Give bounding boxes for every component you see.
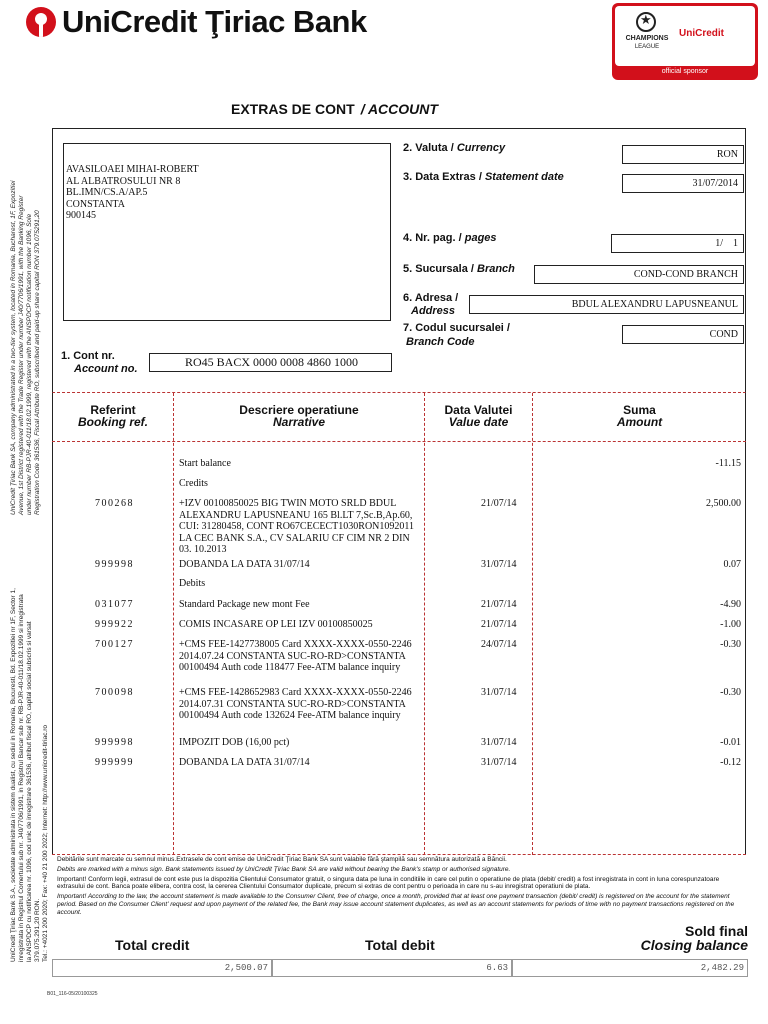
branch-value: COND-COND BRANCH [534,265,744,284]
row-desc: COMIS INCASARE OP LEI IZV 00100850025 [179,619,373,630]
label-ro: 7. Codul sucursalei / [403,322,510,334]
total-debit-label: Total debit [365,937,435,953]
row-date: 21/07/14 [481,498,517,509]
side-line: la ANSPDCP cu notificarea nr. 1096, cod unic de inregistrare 361536, atribut fiscal RO, capital social subscris si varsat [26,621,33,962]
currency-value: RON [622,145,744,164]
label-ro: 6. Adresa / [403,292,459,304]
row-desc: +IZV 00100850025 BIG TWIN MOTO SRLD BDUL ALEXANDRU LAPUSNEANU 165 Bl.LT 7,Sc.B,Ap.60, CUI: 31280458, CONT RO67CECECT1030RON1092011 LA CEC BANK S.A., CV SALARIU CF CIM NR 2 DIN 03. 10.2013 [179,498,415,555]
label-en: Statement date [484,171,564,183]
label-ro: 5. Sucursala / [403,263,474,275]
table-bottom-divider [52,854,746,855]
sponsor-line2: LEAGUE [634,44,660,50]
column-header-booking-ref [53,404,173,428]
row-ref: 031077 [95,599,134,610]
champions-league-sponsor-badge [612,3,758,80]
total-credit-label: Total credit [115,937,190,953]
account-number-label [61,350,138,376]
closing-balance-value: 2,482.29 [512,959,748,977]
title-en: / ACCOUNT [360,101,438,117]
account-number-value: RO45 BACX 0000 0008 4860 1000 [149,353,392,372]
label-ro: 1. Cont nr. [61,350,115,362]
row-ref: 700127 [95,639,134,650]
header-ro: Suma [623,403,656,417]
column-header-narrative [174,404,424,428]
page-total: 1 [733,238,738,249]
side-line: Tel.: +4021 200 2020; Fax: +40 21 200 2022; Internet: http://www.unicredit-tiriac.ro [42,724,49,962]
pages-value [611,234,744,253]
row-amount: -4.90 [720,599,741,610]
customer-address-box [63,143,391,321]
row-desc: +CMS FEE-1428652983 Card XXXX-XXXX-0550-2246 2014.07.31 CONSTANTA SUC-RO-RD>CONSTANTA 00100494 Auth code 132624 Fee-ATM balance inquiry [179,687,412,721]
header-ro: Data Valutei [444,403,513,417]
row-amount: -0.01 [720,737,741,748]
row-desc: Debits [179,578,206,589]
row-amount: -0.30 [720,687,741,698]
row-ref: 999922 [95,619,134,630]
form-code: B01_116-05/20100325 [47,991,98,997]
row-ref: 999999 [95,757,134,768]
header-divider [52,441,746,442]
note-important-ro: Important! Conform legii, extrasul de cont este pus la dispozitia Clientului Consumator gratuit, o singura data pe luna in conditiile in care cel putin o operatiune de plata (debit/ credit) a fost inregistrata in cont in luna corespunzatoare extrasului de cont. Banca poate elibera, contra cost, la cererea Clientului Consumator duplicate, precum si extras de cont pentru o perioada in care nu s-au inregistrat operatiuni de plata. [57,875,720,891]
column-divider [532,393,533,855]
side-line: Avenue, 1st District registered with the Trade Register under number J40/7706/1991, with the Banking Register [18,195,25,515]
sponsor-brand: UniCredit [679,28,724,39]
branch-label [403,263,515,275]
label-ro: 2. Valuta / [403,142,454,154]
row-desc: Start balance [179,458,231,469]
row-date: 31/07/14 [481,687,517,698]
side-line: 379.075.291,20 RON. [34,898,41,962]
branch-code-value: COND [622,325,744,344]
row-amount: 2,500.00 [706,498,741,509]
row-desc: Standard Package new mont Fee [179,599,310,610]
disclaimer-notes [57,856,737,919]
header-ro: Descriere operatiune [239,403,359,417]
row-desc: DOBANDA LA DATA 31/07/14 [179,757,310,768]
row-date: 21/07/14 [481,619,517,630]
statement-date-label [403,171,564,183]
closing-label-ro: Sold final [685,923,748,939]
column-header-amount [533,404,746,428]
side-legal-text-en [10,181,42,515]
row-date: 31/07/14 [481,559,517,570]
label-en: Account no. [74,363,138,375]
header-ro: Referint [90,403,136,417]
row-ref: 700268 [95,498,134,509]
row-amount: -11.15 [715,458,741,469]
address-line: 900145 [66,210,96,221]
row-amount: -0.30 [720,639,741,650]
page-current: 1/ [715,238,723,249]
starball-icon [636,12,656,32]
row-ref: 999998 [95,559,134,570]
side-line: UniCredit Ţiriac Bank S.A., societate administrata in sistem dualist, cu sediul in Romania, Bucuresti, Bd. Expozitiei nr 1F, Sector 1, [10,588,17,962]
row-date: 31/07/14 [481,757,517,768]
branch-address-label [403,292,458,318]
row-desc: IMPOZIT DOB (16,00 pct) [179,737,290,748]
label-en: pages [464,232,497,244]
bank-logo [26,4,367,40]
row-amount: -1.00 [720,619,741,630]
total-credit-value: 2,500.07 [52,959,272,977]
address-line: AVASILOAEI MIHAI-ROBERT [66,164,199,175]
label-en: Branch Code [406,336,475,348]
title-ro: EXTRAS DE CONT [231,101,355,117]
header-en: Value date [448,415,509,429]
row-date: 31/07/14 [481,737,517,748]
pages-label [403,232,497,244]
header-en: Narrative [272,415,326,429]
currency-label [403,142,505,154]
label-en: Address [411,305,456,317]
address-line: AL ALBATROSULUI NR 8 [66,175,181,187]
column-header-value-date [425,404,532,428]
row-desc: +CMS FEE-1427738005 Card XXXX-XXXX-0550-2246 2014.07.24 CONSTANTA SUC-RO-RD>CONSTANTA 00100494 Auth code 118477 Fee-ATM balance inquiry [179,639,412,673]
side-line: under number RB-PJR-40-011/18.02.1999, registered with the ANSPDCP notification number 1096, Sole [26,213,33,515]
row-desc: Credits [179,478,208,489]
side-line: Registration Code 361536, Fiscal Attribute RO, subscribed and paid-up share capital RON 379.075291,20 [34,210,41,515]
column-divider [424,393,425,855]
closing-label-en: Closing balance [640,937,748,953]
closing-balance-label [560,924,748,952]
row-ref: 700098 [95,687,134,698]
bank-name: UniCredit Ţiriac Bank [62,4,367,39]
row-amount: -0.12 [720,757,741,768]
label-en: Branch [477,263,515,275]
branch-code-label [403,321,510,349]
label-ro: 3. Data Extras / [403,171,482,183]
row-date: 24/07/14 [481,639,517,650]
sponsor-line1: CHAMPIONS [625,35,669,42]
row-ref: 999998 [95,737,134,748]
header-en: Amount [616,415,663,429]
unicredit-logo-icon [26,7,56,37]
column-divider [173,393,174,855]
side-line: UniCredit Ţiriac Bank SA, company administrated in a two-tier system, located in Romania, Bucharest, 1F, Expozitiei [10,180,17,515]
row-amount: 0.07 [723,559,741,570]
header-en: Booking ref. [77,415,148,429]
label-ro: 4. Nr. pag. / [403,232,462,244]
total-debit-value: 6.63 [272,959,512,977]
statement-date-value: 31/07/2014 [622,174,744,193]
side-legal-text-ro [10,588,50,962]
branch-address-value: BDUL ALEXANDRU LAPUSNEANUL [469,295,744,314]
note-en: Debits are marked with a minus sign. Bank statements issued by UniCredit Ţiriac Bank SA are valid without bearing the Bank's stamp or authorised signature. [57,865,511,873]
row-desc: DOBANDA LA DATA 31/07/14 [179,559,310,570]
note-ro: Debitările sunt marcate cu semnul minus.Extrasele de cont emise de UniCredit Ţiriac Bank SA sunt valabile fără ştampilă sau semnătura autorizată a Băncii. [57,856,507,863]
page-title [231,101,438,117]
address-line: CONSTANTA [66,198,125,210]
side-line: inregistrata in Registrul Comertului sub nr. J40/7706/1991, in Registrul Bancar sub nr. RB-PJR-40-011/18.02.1999 si inregistrata [18,594,25,962]
sponsor-caption: official sponsor [661,68,709,75]
label-en: Currency [456,142,506,154]
note-important-en: Important! According to the law, the account statement is made available to the Consumer Client, free of charge, once a month, provided that at least one payment transaction (debit/ credit) is registered on the account for the statement period. Based on the Consumer Client' request and upon payment of the related fee, the Bank may issue account statement duplicates, as well as an account statements for periods of time with no payment transactions registered on the account. [57,893,735,916]
row-date: 21/07/14 [481,599,517,610]
address-line: BL.IMN/CS.A/AP.5 [66,187,148,198]
